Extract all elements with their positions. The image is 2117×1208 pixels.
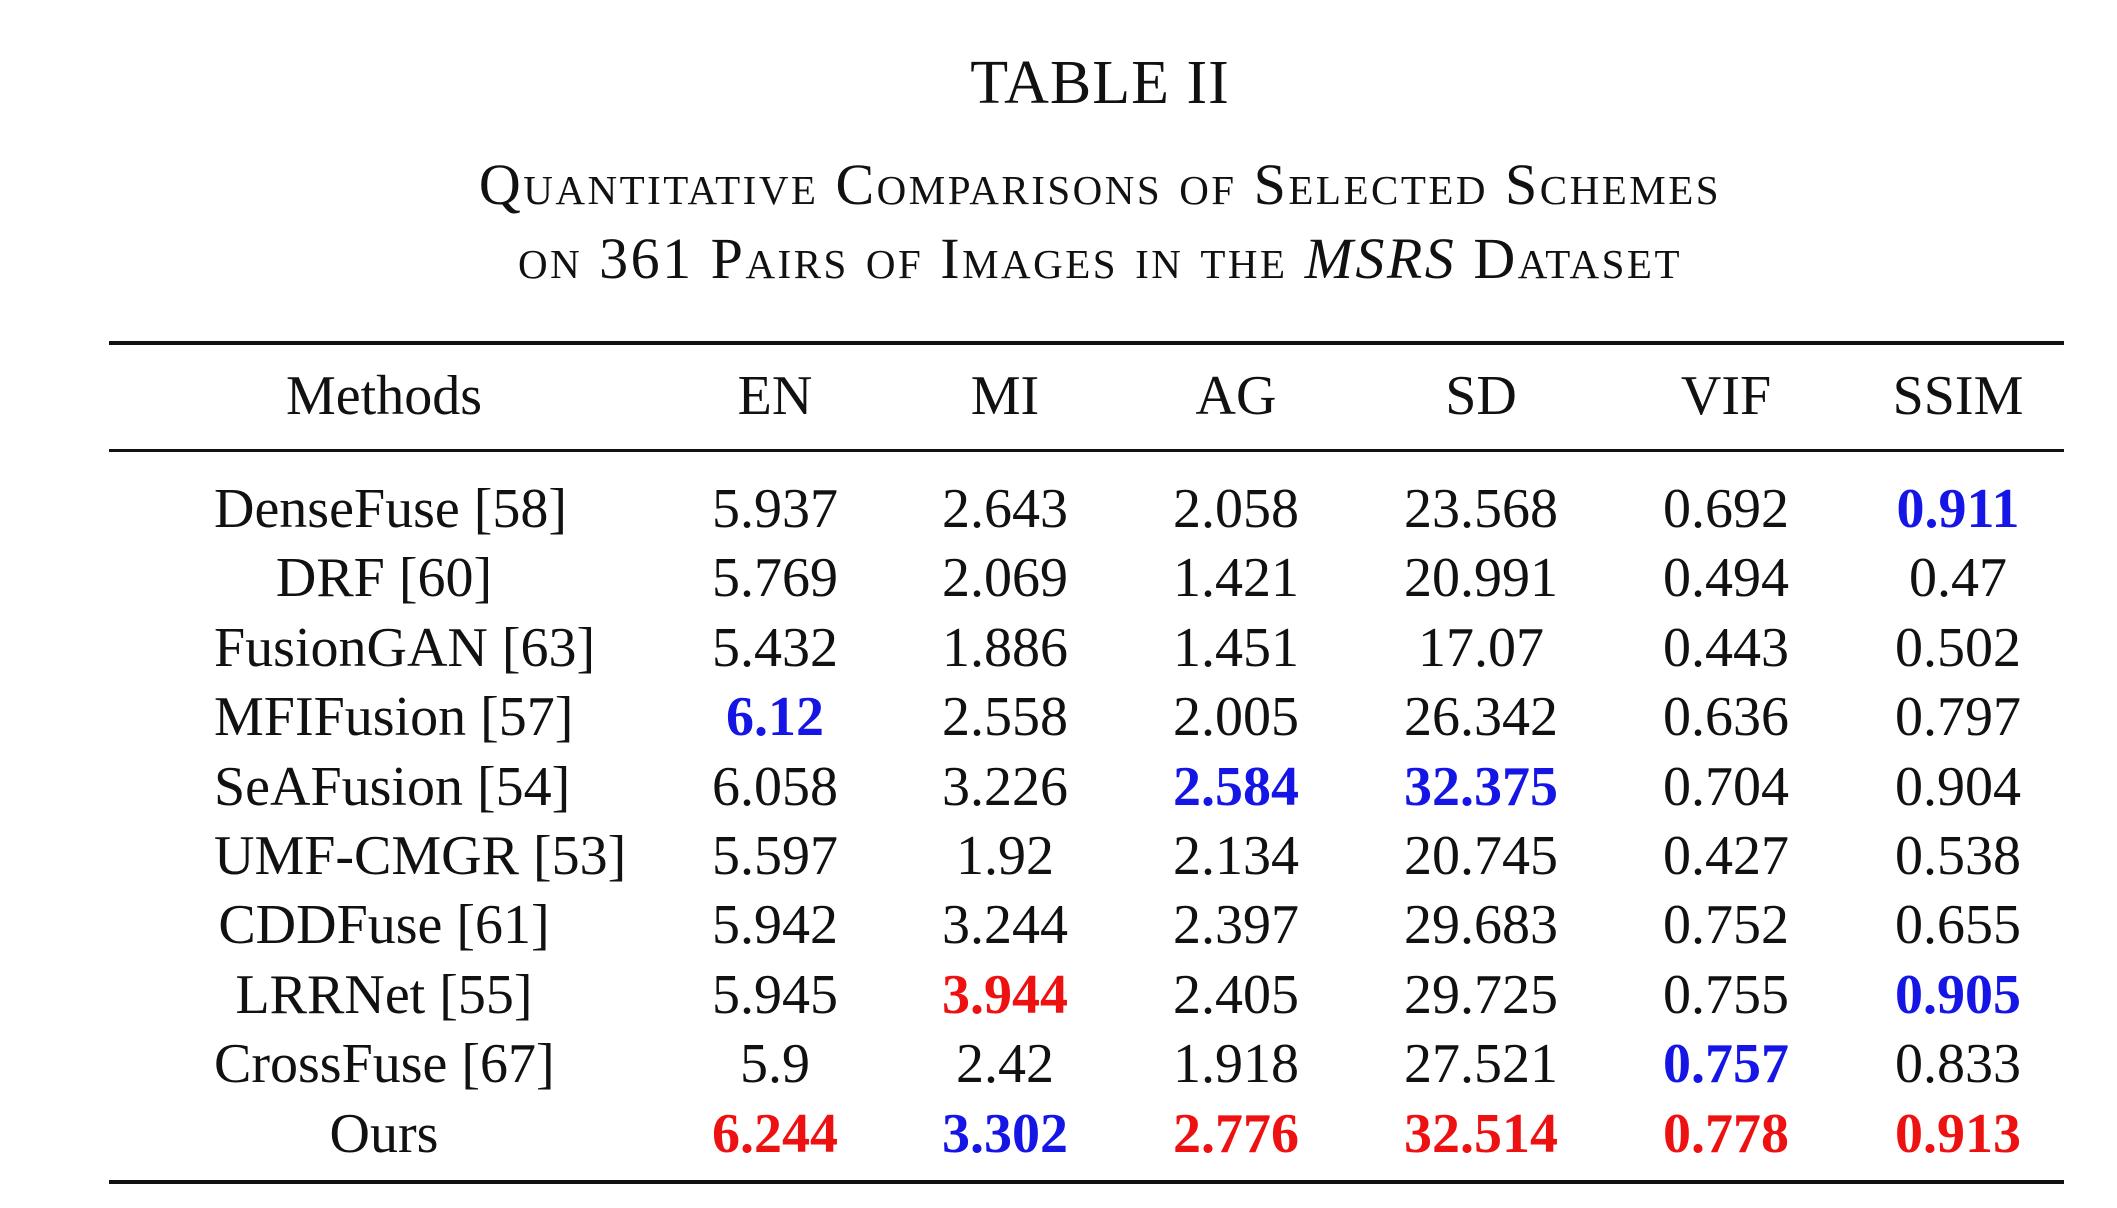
- metric-value-cell: 26.342: [1404, 686, 1558, 749]
- method-name-cell: UMF-CMGR [53]: [214, 825, 627, 887]
- metric-value-cell: 3.244: [942, 894, 1068, 957]
- method-name-cell: Ours: [329, 1102, 439, 1165]
- table-number: TABLE II: [970, 49, 1230, 117]
- metric-value-cell: 0.427: [1663, 825, 1789, 887]
- metric-value-cell: 29.725: [1404, 963, 1558, 1026]
- metric-value-cell-best: 0.778: [1663, 1102, 1789, 1165]
- method-name-cell: MFIFusion [57]: [214, 686, 574, 749]
- metric-value-cell: 0.752: [1663, 894, 1789, 957]
- metric-value-cell: 5.432: [712, 616, 838, 679]
- table-caption-line-1: Quantitative Comparisons of Selected Schemes: [478, 152, 1722, 217]
- metric-value-cell: 0.502: [1895, 616, 2021, 679]
- metric-value-cell: 23.568: [1404, 478, 1558, 540]
- method-name-cell: DRF [60]: [275, 547, 493, 610]
- metric-value-cell: 5.9: [740, 1033, 810, 1096]
- table-header-rule: [109, 449, 2064, 452]
- metric-value-cell: 5.769: [712, 547, 838, 610]
- metric-value-cell: 1.92: [956, 825, 1054, 887]
- column-header: AG: [1195, 365, 1277, 427]
- table-bottom-rule: [109, 1180, 2064, 1184]
- metric-value-cell: 6.058: [712, 755, 838, 818]
- metric-value-cell-second: 32.375: [1404, 755, 1558, 818]
- method-name-cell: FusionGAN [63]: [214, 616, 596, 679]
- metric-value-cell: 0.655: [1895, 894, 2021, 957]
- metric-value-cell: 0.494: [1663, 547, 1789, 610]
- metric-value-cell: 1.451: [1173, 616, 1299, 679]
- column-header: SD: [1445, 365, 1517, 427]
- metric-value-cell: 0.704: [1663, 755, 1789, 818]
- metric-value-cell-second: 6.12: [726, 686, 824, 749]
- metric-value-cell: 1.918: [1173, 1033, 1299, 1096]
- metric-value-cell: 0.904: [1895, 755, 2021, 818]
- metric-value-cell: 27.521: [1404, 1033, 1558, 1096]
- column-header: MI: [970, 365, 1040, 427]
- metric-value-cell: 0.443: [1663, 616, 1789, 679]
- metric-value-cell: 0.833: [1895, 1033, 2021, 1096]
- metric-value-cell-best: 3.944: [942, 963, 1068, 1026]
- metric-value-cell: 0.755: [1663, 963, 1789, 1026]
- metric-value-cell: 5.945: [712, 963, 838, 1026]
- metric-value-cell-second: 0.911: [1896, 478, 2020, 540]
- column-header: SSIM: [1892, 365, 2024, 427]
- metric-value-cell-best: 6.244: [712, 1102, 838, 1165]
- metric-value-cell: 1.886: [942, 616, 1068, 679]
- metric-value-cell: 2.42: [956, 1033, 1054, 1096]
- metric-value-cell: 2.058: [1173, 478, 1299, 540]
- column-header: VIF: [1680, 365, 1772, 427]
- metric-value-cell: 0.47: [1909, 547, 2007, 610]
- metric-value-cell-second: 0.757: [1663, 1033, 1789, 1096]
- metric-value-cell: 3.226: [942, 755, 1068, 818]
- metric-value-cell: 29.683: [1404, 894, 1558, 957]
- metric-value-cell: 5.597: [712, 825, 838, 887]
- metric-value-cell: 2.558: [942, 686, 1068, 749]
- method-name-cell: LRRNet [55]: [235, 963, 533, 1026]
- metric-value-cell: 0.538: [1895, 825, 2021, 887]
- metric-value-cell: 0.636: [1663, 686, 1789, 749]
- column-header: EN: [737, 365, 813, 427]
- column-header: Methods: [286, 365, 482, 427]
- table-top-rule: [109, 341, 2064, 345]
- method-name-cell: SeAFusion [54]: [214, 755, 571, 818]
- metric-value-cell: 1.421: [1173, 547, 1299, 610]
- metric-value-cell: 2.643: [942, 478, 1068, 540]
- caption-text-after: Dataset: [1456, 226, 1683, 291]
- method-name-cell: CDDFuse [61]: [218, 894, 550, 957]
- metric-value-cell-best: 2.776: [1173, 1102, 1299, 1165]
- metric-value-cell: 5.942: [712, 894, 838, 957]
- metric-value-cell: 17.07: [1418, 616, 1544, 679]
- metric-value-cell-second: 2.584: [1173, 755, 1299, 818]
- metric-value-cell: 0.692: [1663, 478, 1789, 540]
- metric-value-cell-best: 0.913: [1895, 1102, 2021, 1165]
- metric-value-cell-second: 3.302: [942, 1102, 1068, 1165]
- metric-value-cell-best: 32.514: [1404, 1102, 1558, 1165]
- metric-value-cell: 2.405: [1173, 963, 1299, 1026]
- metric-value-cell: 2.134: [1173, 825, 1299, 887]
- caption-text-before: on 361 Pairs of Images in the: [517, 226, 1305, 291]
- metric-value-cell: 0.797: [1895, 686, 2021, 749]
- metric-value-cell: 2.397: [1173, 894, 1299, 957]
- caption-dataset-name: MSRS: [1304, 226, 1457, 291]
- metric-value-cell: 20.745: [1404, 825, 1558, 887]
- metric-value-cell: 20.991: [1404, 547, 1558, 610]
- table-caption-line-2: [0, 226, 2117, 291]
- metric-value-cell: 2.005: [1173, 686, 1299, 749]
- metric-value-cell: 5.937: [712, 478, 838, 540]
- method-name-cell: CrossFuse [67]: [214, 1033, 555, 1096]
- metric-value-cell-second: 0.905: [1895, 963, 2021, 1026]
- method-name-cell: DenseFuse [58]: [214, 478, 568, 540]
- metric-value-cell: 2.069: [942, 547, 1068, 610]
